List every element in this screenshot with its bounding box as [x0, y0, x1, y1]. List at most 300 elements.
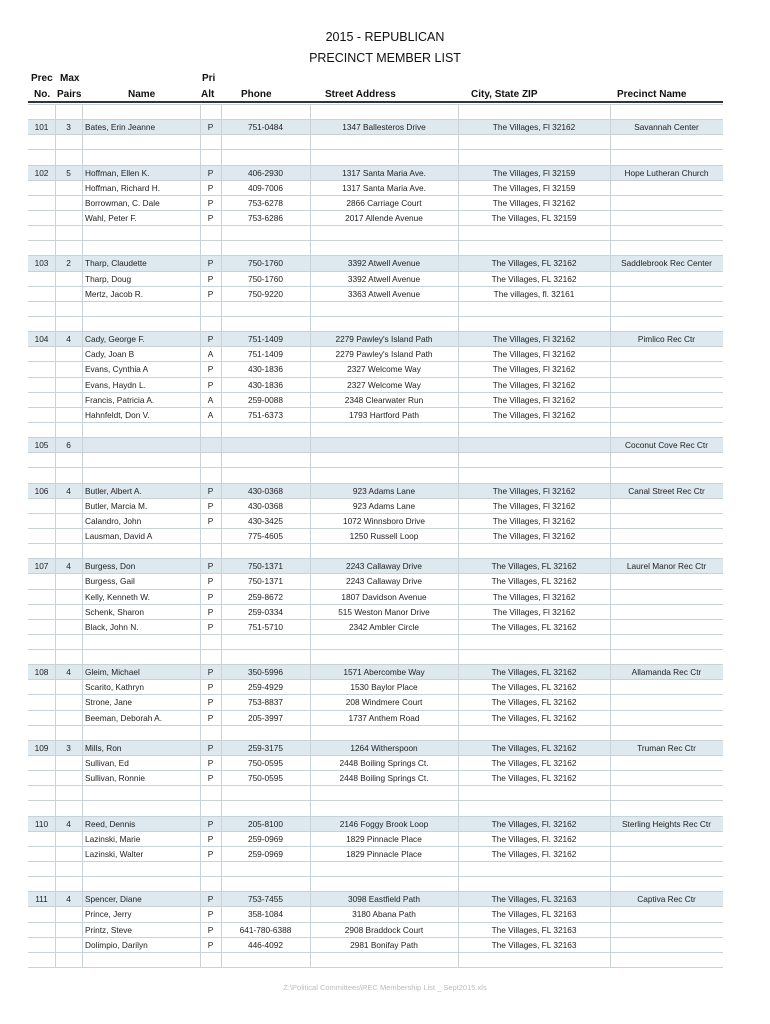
city-state-zip-cell: The Villages, Fl 32162: [492, 500, 576, 511]
file-path-footer: Z:\Political Committees\REC Membership List _ Sept2015.xls: [283, 983, 487, 992]
header-precinct-name: Precinct Name: [617, 89, 687, 100]
pri-alt-cell: P: [207, 334, 214, 345]
column-divider: [310, 226, 311, 240]
column-divider: [82, 862, 83, 876]
column-divider: [610, 514, 611, 528]
column-divider: [200, 786, 201, 800]
column-divider: [310, 953, 311, 967]
precinct-name-cell: Allamanda Rec Ctr: [631, 667, 702, 678]
column-divider: [55, 620, 56, 634]
column-divider: [55, 226, 56, 240]
pri-alt-cell: P: [207, 561, 214, 572]
column-divider: [610, 590, 611, 604]
column-divider: [55, 590, 56, 604]
precinct-header-row: [28, 255, 723, 270]
member-name-cell: Dolimpio, Darilyn: [85, 939, 148, 950]
precinct-header-row: [28, 119, 723, 134]
column-divider: [200, 226, 201, 240]
column-divider: [82, 801, 83, 815]
member-name-cell: Cady, George F.: [85, 334, 145, 345]
prec-number-cell: 107: [34, 561, 49, 572]
phone-cell: 750-1371: [247, 561, 284, 572]
column-divider: [82, 514, 83, 528]
member-row: [28, 846, 723, 861]
member-name-cell: Wahl, Peter F.: [85, 212, 137, 223]
member-row: [28, 710, 723, 725]
column-divider: [200, 241, 201, 255]
member-row: [28, 377, 723, 392]
header-city-state-zip: City, State ZIP: [471, 89, 538, 100]
member-name-cell: Beeman, Deborah A.: [85, 712, 163, 723]
column-divider: [610, 135, 611, 149]
city-state-zip-cell: The Villages, Fl. 32162: [491, 833, 577, 844]
precinct-name-cell: Pimlico Rec Ctr: [637, 334, 696, 345]
pri-alt-cell: P: [207, 515, 214, 526]
column-divider: [200, 862, 201, 876]
column-divider: [310, 862, 311, 876]
city-state-zip-cell: The Villages, FL 32163: [491, 924, 577, 935]
precinct-header-row: [28, 165, 723, 180]
pri-alt-cell: P: [207, 621, 214, 632]
member-name-cell: Butler, Albert A.: [85, 485, 142, 496]
column-divider: [82, 726, 83, 740]
phone-cell: 751-1409: [247, 349, 284, 360]
column-divider: [200, 423, 201, 437]
member-row: [28, 286, 723, 301]
phone-cell: 751-6373: [247, 409, 284, 420]
column-divider: [610, 786, 611, 800]
column-divider: [82, 287, 83, 301]
street-address-cell: 3392 Atwell Avenue: [347, 273, 421, 284]
column-divider: [55, 181, 56, 195]
column-divider: [200, 302, 201, 316]
column-divider: [610, 544, 611, 558]
spacer-row: [28, 876, 723, 891]
column-divider: [82, 741, 83, 755]
column-divider: [458, 423, 459, 437]
column-divider: [610, 847, 611, 861]
member-row: [28, 937, 723, 952]
member-row: [28, 528, 723, 543]
pri-alt-cell: P: [207, 773, 214, 784]
column-divider: [221, 801, 222, 815]
column-divider: [82, 453, 83, 467]
column-divider: [82, 529, 83, 543]
column-divider: [610, 211, 611, 225]
column-divider: [458, 544, 459, 558]
column-divider: [610, 317, 611, 331]
member-name-cell: Prince, Jerry: [85, 909, 132, 920]
column-divider: [221, 877, 222, 891]
street-address-cell: 1571 Abercombe Way: [343, 667, 425, 678]
column-divider: [55, 953, 56, 967]
city-state-zip-cell: The Villages, FL 32162: [491, 742, 577, 753]
street-address-cell: 1737 Anthem Road: [348, 712, 420, 723]
column-divider: [610, 529, 611, 543]
column-divider: [55, 211, 56, 225]
phone-cell: 430-1836: [247, 379, 284, 390]
column-divider: [610, 302, 611, 316]
member-row: [28, 392, 723, 407]
column-divider: [82, 226, 83, 240]
header-prec-top: Prec: [31, 73, 53, 84]
precinct-name-cell: Canal Street Rec Ctr: [628, 485, 705, 496]
column-divider: [221, 862, 222, 876]
document-subtitle: PRECINCT MEMBER LIST: [309, 51, 461, 65]
column-divider: [458, 105, 459, 119]
street-address-cell: 1793 Hartford Path: [348, 409, 420, 420]
member-name-cell: Butler, Marcia M.: [85, 500, 148, 511]
pri-alt-cell: P: [207, 712, 214, 723]
column-divider: [82, 892, 83, 906]
member-row: [28, 770, 723, 785]
column-divider: [82, 756, 83, 770]
column-divider: [310, 423, 311, 437]
column-divider: [610, 378, 611, 392]
column-divider: [221, 241, 222, 255]
street-address-cell: 1317 Santa Maria Ave.: [342, 182, 426, 193]
column-divider: [82, 605, 83, 619]
header-divider: [28, 101, 723, 103]
city-state-zip-cell: The Villages, Fl 32162: [492, 394, 576, 405]
precinct-name-cell: Sterling Heights Rec Ctr: [622, 818, 711, 829]
column-divider: [200, 726, 201, 740]
column-divider: [82, 181, 83, 195]
column-divider: [55, 544, 56, 558]
member-name-cell: Sullivan, Ronnie: [85, 773, 145, 784]
member-name-cell: Schenk, Sharon: [85, 606, 145, 617]
phone-cell: 750-1760: [247, 258, 284, 269]
column-divider: [200, 650, 201, 664]
precinct-header-row: [28, 483, 723, 498]
city-state-zip-cell: The Villages, Fl 32162: [492, 515, 576, 526]
column-divider: [221, 786, 222, 800]
column-divider: [200, 135, 201, 149]
spacer-row: [28, 104, 723, 119]
phone-cell: 259-4929: [247, 682, 284, 693]
city-state-zip-cell: The Villages, Fl 32162: [492, 379, 576, 390]
precinct-name-cell: Hope Lutheran Church: [624, 167, 709, 178]
city-state-zip-cell: The Villages, FL 32162: [491, 621, 577, 632]
pri-alt-cell: P: [207, 894, 214, 905]
street-address-cell: 1317 Santa Maria Ave.: [342, 167, 426, 178]
city-state-zip-cell: The Villages, Fl. 32162: [491, 848, 577, 859]
pri-alt-cell: P: [207, 758, 214, 769]
column-divider: [82, 650, 83, 664]
column-divider: [82, 317, 83, 331]
phone-cell: 430-0368: [247, 485, 284, 496]
column-divider: [221, 650, 222, 664]
column-divider: [82, 332, 83, 346]
column-divider: [610, 771, 611, 785]
member-name-cell: Evans, Cynthia A: [85, 364, 149, 375]
city-state-zip-cell: The Villages, FL 32162: [491, 273, 577, 284]
prec-number-cell: 103: [34, 258, 49, 269]
column-divider: [610, 711, 611, 725]
phone-cell: 259-0969: [247, 848, 284, 859]
header-max-bottom: Pairs: [57, 89, 82, 100]
member-name-cell: Kelly, Kenneth W.: [85, 591, 150, 602]
pri-alt-cell: P: [207, 909, 214, 920]
pri-alt-cell: P: [207, 122, 214, 133]
column-divider: [82, 786, 83, 800]
pri-alt-cell: P: [207, 500, 214, 511]
precinct-header-row: [28, 816, 723, 831]
member-name-cell: Hoffman, Ellen K.: [85, 167, 150, 178]
column-divider: [82, 695, 83, 709]
spacer-row: [28, 301, 723, 316]
column-divider: [55, 529, 56, 543]
column-divider: [55, 150, 56, 164]
column-divider: [610, 801, 611, 815]
street-address-cell: 1264 Witherspoon: [350, 742, 418, 753]
column-divider: [55, 756, 56, 770]
precinct-header-row: [28, 558, 723, 573]
street-address-cell: 1250 Russell Loop: [349, 530, 419, 541]
column-divider: [221, 135, 222, 149]
column-divider: [610, 907, 611, 921]
city-state-zip-cell: The Villages, FL 32163: [491, 894, 577, 905]
column-divider: [200, 317, 201, 331]
column-divider: [310, 150, 311, 164]
column-divider: [55, 907, 56, 921]
column-divider: [610, 953, 611, 967]
spacer-row: [28, 422, 723, 437]
column-divider: [82, 408, 83, 422]
column-divider: [458, 650, 459, 664]
column-divider: [55, 317, 56, 331]
column-divider: [221, 468, 222, 482]
column-divider: [55, 287, 56, 301]
column-divider: [82, 378, 83, 392]
street-address-cell: 515 Weston Manor Drive: [338, 606, 430, 617]
header-phone: Phone: [241, 89, 272, 100]
column-divider: [610, 453, 611, 467]
column-divider: [82, 635, 83, 649]
city-state-zip-cell: The Villages, FL 32163: [491, 939, 577, 950]
column-divider: [310, 302, 311, 316]
column-divider: [458, 453, 459, 467]
phone-cell: 446-4092: [247, 939, 284, 950]
member-name-cell: Burgess, Gail: [85, 576, 135, 587]
prec-number-cell: 108: [34, 667, 49, 678]
member-name-cell: Spencer, Diane: [85, 894, 142, 905]
max-pairs-cell: 4: [66, 667, 71, 678]
street-address-cell: 2243 Callaway Drive: [345, 576, 423, 587]
street-address-cell: 923 Adams Lane: [352, 485, 416, 496]
column-divider: [610, 620, 611, 634]
column-divider: [610, 938, 611, 952]
pri-alt-cell: P: [207, 667, 214, 678]
phone-cell: 430-1836: [247, 364, 284, 375]
column-divider: [55, 468, 56, 482]
member-row: [28, 755, 723, 770]
column-divider: [458, 135, 459, 149]
member-row: [28, 619, 723, 634]
street-address-cell: 1347 Ballesteros Drive: [342, 122, 426, 133]
city-state-zip-cell: The Villages, FL 32162: [491, 758, 577, 769]
column-divider: [55, 635, 56, 649]
max-pairs-cell: 4: [66, 485, 71, 496]
column-divider: [55, 499, 56, 513]
phone-cell: 205-8100: [247, 818, 284, 829]
street-address-cell: 2348 Clearwater Run: [344, 394, 424, 405]
pri-alt-cell: P: [207, 197, 214, 208]
column-divider: [610, 423, 611, 437]
pri-alt-cell: P: [207, 379, 214, 390]
column-divider: [310, 635, 311, 649]
column-divider: [82, 680, 83, 694]
member-row: [28, 498, 723, 513]
phone-cell: 259-8672: [247, 591, 284, 602]
column-divider: [82, 711, 83, 725]
column-divider: [82, 484, 83, 498]
precinct-name-cell: Truman Rec Ctr: [637, 742, 696, 753]
column-divider: [200, 105, 201, 119]
column-divider: [610, 272, 611, 286]
column-divider: [200, 438, 201, 452]
column-divider: [610, 635, 611, 649]
street-address-cell: 2279 Pawley's Island Path: [335, 349, 433, 360]
city-state-zip-cell: The Villages, FL 32162: [491, 258, 577, 269]
column-divider: [200, 150, 201, 164]
city-state-zip-cell: The villages, fl. 32161: [493, 288, 575, 299]
column-divider: [82, 196, 83, 210]
column-divider: [82, 256, 83, 270]
column-divider: [310, 877, 311, 891]
column-divider: [200, 468, 201, 482]
member-name-cell: Scarito, Kathryn: [85, 682, 145, 693]
phone-cell: 750-1760: [247, 273, 284, 284]
column-divider: [55, 726, 56, 740]
member-name-cell: Cady, Joan B: [85, 349, 135, 360]
spacer-row: [28, 861, 723, 876]
max-pairs-cell: 2: [66, 258, 71, 269]
street-address-cell: 3098 Eastfield Path: [348, 894, 420, 905]
column-divider: [82, 302, 83, 316]
column-divider: [610, 680, 611, 694]
city-state-zip-cell: The Villages, FL 32162: [491, 712, 577, 723]
member-name-cell: Francis, Patricia A.: [85, 394, 155, 405]
column-divider: [610, 287, 611, 301]
member-name-cell: Evans, Haydn L.: [85, 379, 146, 390]
prec-number-cell: 110: [34, 818, 49, 829]
column-divider: [200, 544, 201, 558]
city-state-zip-cell: The Villages, Fl 32162: [492, 606, 576, 617]
phone-cell: 350-5996: [247, 667, 284, 678]
column-divider: [82, 211, 83, 225]
member-table: [28, 104, 723, 968]
phone-cell: 406-2930: [247, 167, 284, 178]
pri-alt-cell: P: [207, 606, 214, 617]
member-row: [28, 513, 723, 528]
pri-alt-cell: P: [207, 182, 214, 193]
column-divider: [200, 953, 201, 967]
spacer-row: [28, 649, 723, 664]
column-divider: [221, 453, 222, 467]
column-divider: [82, 620, 83, 634]
member-row: [28, 604, 723, 619]
column-divider: [55, 711, 56, 725]
column-divider: [610, 574, 611, 588]
member-row: [28, 346, 723, 361]
pri-alt-cell: P: [207, 591, 214, 602]
column-divider: [610, 241, 611, 255]
city-state-zip-cell: The Villages, Fl 32162: [492, 197, 576, 208]
column-divider: [458, 801, 459, 815]
spacer-row: [28, 543, 723, 558]
pri-alt-cell: P: [207, 576, 214, 587]
max-pairs-cell: 5: [66, 167, 71, 178]
phone-cell: 751-0484: [247, 122, 284, 133]
max-pairs-cell: 4: [66, 894, 71, 905]
column-divider: [55, 135, 56, 149]
column-divider: [82, 938, 83, 952]
column-divider: [458, 317, 459, 331]
street-address-cell: 1807 Davidson Avenue: [341, 591, 427, 602]
column-divider: [458, 438, 459, 452]
column-divider: [310, 468, 311, 482]
column-divider: [82, 499, 83, 513]
max-pairs-cell: 3: [66, 122, 71, 133]
pri-alt-cell: P: [207, 212, 214, 223]
phone-cell: 430-0368: [247, 500, 284, 511]
pri-alt-cell: A: [207, 394, 214, 405]
column-divider: [55, 695, 56, 709]
phone-cell: 259-0334: [247, 606, 284, 617]
column-divider: [55, 272, 56, 286]
column-divider: [55, 923, 56, 937]
member-name-cell: Strone, Jane: [85, 697, 133, 708]
member-row: [28, 589, 723, 604]
phone-cell: 750-1371: [247, 576, 284, 587]
street-address-cell: 2981 Bonifay Path: [350, 939, 418, 950]
phone-cell: 750-0595: [247, 758, 284, 769]
column-divider: [221, 150, 222, 164]
street-address-cell: 2448 Boiling Springs Ct.: [339, 773, 429, 784]
city-state-zip-cell: The Villages, Fl 32162: [492, 530, 576, 541]
street-address-cell: 2017 Allende Avenue: [345, 212, 423, 223]
pri-alt-cell: P: [207, 818, 214, 829]
column-divider: [458, 862, 459, 876]
street-address-cell: 1530 Baylor Place: [350, 682, 418, 693]
column-divider: [610, 726, 611, 740]
member-row: [28, 694, 723, 709]
column-divider: [458, 877, 459, 891]
column-divider: [55, 832, 56, 846]
precinct-header-row: [28, 664, 723, 679]
prec-number-cell: 104: [34, 334, 49, 345]
member-name-cell: Gleim, Michael: [85, 667, 140, 678]
column-divider: [610, 862, 611, 876]
member-name-cell: Printz, Steve: [85, 924, 133, 935]
pri-alt-cell: P: [207, 697, 214, 708]
pri-alt-cell: P: [207, 258, 214, 269]
spacer-row: [28, 240, 723, 255]
phone-cell: 750-9220: [247, 288, 284, 299]
column-divider: [610, 832, 611, 846]
column-divider: [82, 272, 83, 286]
column-divider: [221, 544, 222, 558]
pri-alt-cell: P: [207, 924, 214, 935]
document-title: 2015 - REPUBLICAN: [325, 30, 445, 44]
column-divider: [82, 771, 83, 785]
spacer-row: [28, 725, 723, 740]
spacer-row: [28, 467, 723, 482]
column-divider: [610, 362, 611, 376]
header-prec-bottom: No.: [34, 89, 51, 100]
member-name-cell: Hoffman, Richard H.: [85, 182, 161, 193]
